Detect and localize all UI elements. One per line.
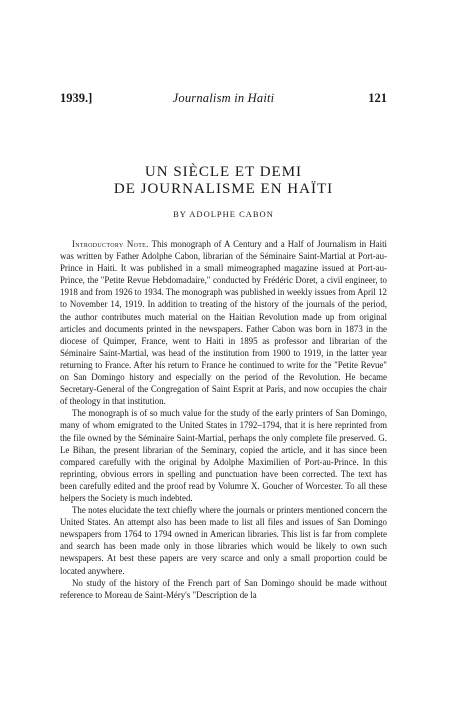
byline: BY ADOLPHE CABON (173, 209, 274, 219)
paragraph-introductory-note (60, 238, 387, 407)
page-number: 121 (368, 91, 387, 105)
paragraph-notes (60, 504, 387, 577)
article-title (60, 164, 387, 198)
introductory-note-lead: Introductory Note. (72, 239, 149, 249)
running-head (60, 91, 387, 109)
article-title-line-2: DE JOURNALISME EN HAÏTI (113, 181, 334, 197)
article-title-line-1: UN SIÈCLE ET DEMI (144, 164, 303, 180)
paragraph-monograph-value (60, 407, 387, 504)
running-head-title: Journalism in Haiti (172, 91, 275, 105)
running-head-year: 1939.] (60, 91, 93, 105)
paragraph-history-study (60, 577, 387, 601)
paragraph-text: This monograph of A Century and a Half of Journalism in Haiti was written by Father Adolphe Cabon, librarian of the Séminaire Saint-Martial at Port-au-Prince in Haiti. It was published in a small mimeographed magazine issued at Port-au-Prince, the "Petite Revue Hebdomadaire," conducted by Frédéric Doret, a civil engineer, to 1918 and from 1926 to 1934. The monograph was published in weekly issues from April 12 to November 14, 1919. In addition to treating of the history of the journals of the period, the author contributes much material on the Haitian Revolution made up from original articles and documents printed in the newspapers. Father Cabon was born in 1873 in the diocese of Quimper, France, went to Haiti in 1895 as professor and librarian of the Séminaire Saint-Martial, was head of the institution from 1900 to 1919, in the latter year returning to France. After his return to France he continued to write for the "Petite Revue" on San Domingo history and especially on the period of the Revolution. He became Secretary-General of the Congregation of Saint Esprit at Paris, and now occupies the chair of theology in that institution. (60, 239, 387, 407)
paragraph-text: The notes elucidate the text chiefly where the journals or printers mentioned concern the United States. An attempt also has been made to list all files and issues of San Domingo newspapers from 1764 to 1794 owned in American libraries. This list is far from complete and search has been made only in those libraries which would be likely to own such newspapers. At best these papers are very scarce and only a small proportion could be located anywhere. (60, 505, 387, 576)
paragraph-text: No study of the history of the French part of San Domingo should be made without reference to Moreau de Saint-Méry's "Description de la (60, 577, 387, 600)
paragraph-text: The monograph is of so much value for the study of the early printers of San Domingo, many of whom emigrated to the United States in 1792–1794, that it is here reprinted from the file owned by the Séminaire Saint-Martial, perhaps the only complete file preserved. G. Le Bihan, the present librarian of the Seminary, copied the article, and it has since been compared carefully with the original by Adolphe Maximilien of Port-au-Prince. In this reprinting, obvious errors in spelling and punctuation have been corrected. The text has been carefully edited and the proof read by Volumre X. Goucher of Worcester. To all these helpers the Society is much indebted. (60, 408, 387, 503)
document-page (60, 91, 387, 601)
article-body (60, 238, 387, 601)
